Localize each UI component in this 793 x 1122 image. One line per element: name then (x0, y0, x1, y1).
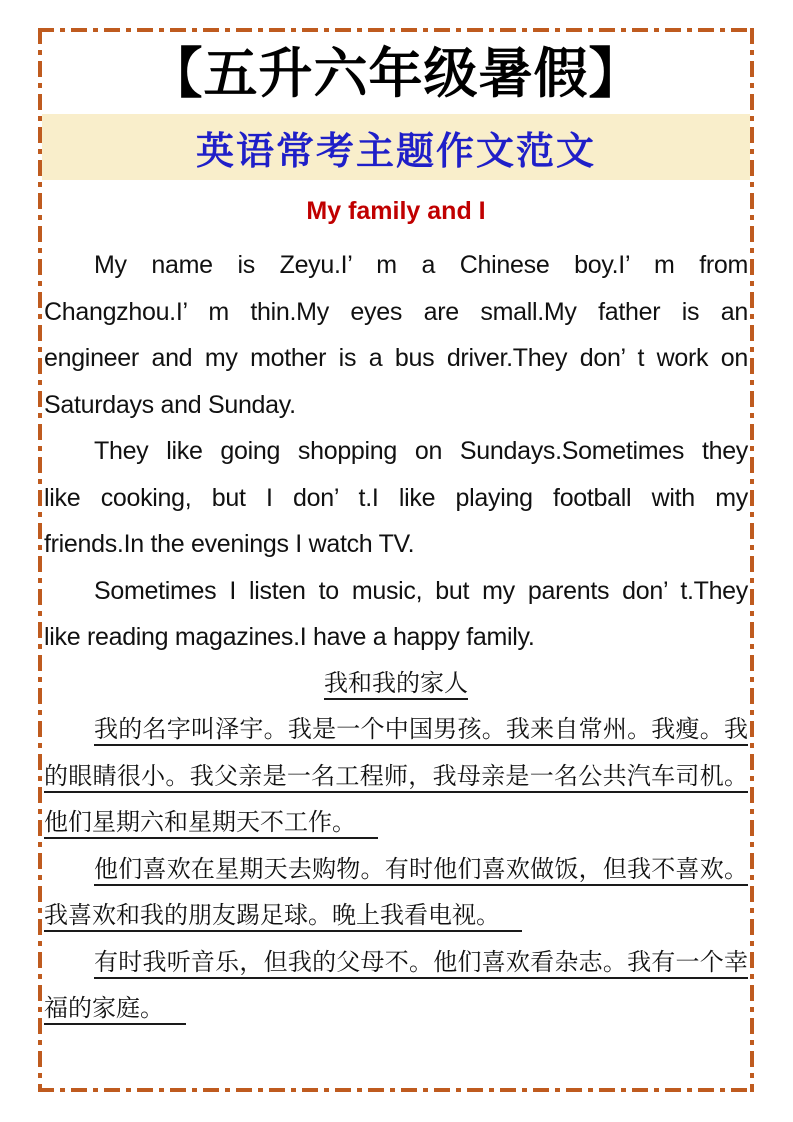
english-paragraph (44, 568, 748, 661)
text-line: engineer and my mother is a bus driver.They don’ t work on (44, 344, 748, 372)
text-line (44, 940, 748, 987)
underlined-text: 他们星期六和星期天不工作。 (44, 809, 378, 839)
underlined-text: 我和我的家人 (324, 670, 468, 700)
border-right (750, 28, 754, 1092)
text-line: friends.In the evenings I watch TV. (44, 530, 415, 558)
text-line: Changzhou.I’ m thin.My eyes are small.My father is an (44, 297, 748, 326)
subtitle-text: 英语常考主题作文范文 (195, 127, 596, 173)
english-paragraph (44, 428, 748, 568)
text-line (44, 986, 748, 1033)
text-line: Sometimes I listen to music, but my parents don’ t.They (94, 576, 748, 605)
underlined-text: 我喜欢和我的朋友踢足球。晚上我看电视。 (44, 902, 522, 932)
chinese-essay-title (44, 661, 748, 708)
chinese-paragraph (44, 707, 748, 847)
underlined-text: 我的名字叫泽宇。我是一个中国男孩。我来自常州。我瘦。我 (94, 716, 748, 746)
underlined-text: 的眼睛很小。我父亲是一名工程师，我母亲是一名公共汽车司机。 (44, 763, 748, 793)
text-line (44, 847, 748, 894)
text-line: They like going shopping on Sundays.Sometimes they (94, 437, 748, 465)
text-line: like reading magazines.I have a happy family. (44, 623, 535, 651)
english-paragraph (44, 242, 748, 428)
document-title: 【五升六年级暑假】 (148, 41, 644, 105)
underlined-text: 他们喜欢在星期天去购物。有时他们喜欢做饭，但我不喜欢。 (94, 856, 748, 886)
text-line: Saturdays and Sunday. (44, 390, 296, 419)
text-line: My name is Zeyu.I’ m a Chinese boy.I’ m from (94, 251, 748, 279)
chinese-paragraph (44, 940, 748, 1033)
text-line: like cooking, but I don’ t.I like playing football with my (44, 483, 748, 512)
text-line (44, 754, 748, 801)
essay-body (42, 242, 750, 1033)
page-border-frame (38, 28, 754, 1092)
text-line (44, 800, 748, 847)
text-line (44, 707, 748, 754)
chinese-paragraph (44, 847, 748, 940)
text-line (44, 893, 748, 940)
underlined-text: 福的家庭。 (44, 995, 186, 1025)
border-bottom (38, 1088, 754, 1092)
page-content (42, 32, 750, 1088)
essay-title: My family and I (306, 197, 486, 225)
subtitle-banner (42, 114, 750, 180)
underlined-text: 有时我听音乐，但我的父母不。他们喜欢看杂志。我有一个幸 (94, 949, 748, 979)
